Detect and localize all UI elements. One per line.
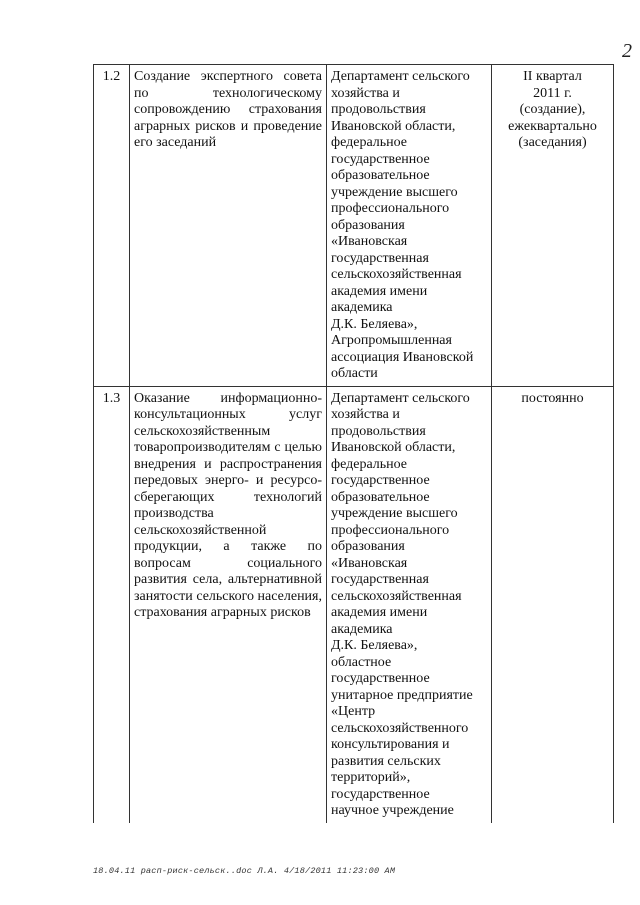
document-footer: 18.04.11 расп-риск-сельск..doc Л.А. 4/18/2011 11:23:00 AM <box>93 866 396 876</box>
measures-table <box>93 64 614 823</box>
table-row <box>94 386 614 823</box>
item-number: 1.2 <box>94 65 130 387</box>
activity-description: Оказание информационно-консультационных услуг сельскохозяйственным товаропроизводителям с целью внедрения и распространения передовых энерго- и ресурсо-сберегающих технологий производства сельскохозяйственной продукции, а также по вопросам социального развития села, альтернативной занятости сельского населения, страхования аграрных рисков <box>130 386 327 823</box>
item-number: 1.3 <box>94 386 130 823</box>
page-number: 2 <box>622 40 632 62</box>
activity-description: Создание экспертного совета по технологическому сопровождению страхования аграрных рисков и проведение его заседаний <box>130 65 327 387</box>
responsible-executors: Департамент сельского хозяйства и продовольствия Ивановской области, федеральное государственное образовательное учреждение высшего профессионального образования «Ивановская государственная сельскохозяйственная академия имени академика Д.К. Беляева», областное государственное унитарное предприятие «Центр сельскохозяйственного консультирования и развития сельских территорий», государственное научное учреждение <box>327 386 492 823</box>
execution-term: II квартал 2011 г. (создание), ежеквартально (заседания) <box>492 65 614 387</box>
table-row <box>94 65 614 387</box>
responsible-executors: Департамент сельского хозяйства и продовольствия Ивановской области, федеральное государственное образовательное учреждение высшего профессионального образования «Ивановская государственная сельскохозяйственная академия имени академика Д.К. Беляева», Агропромышленная ассоциация Ивановской области <box>327 65 492 387</box>
execution-term: постоянно <box>492 386 614 823</box>
